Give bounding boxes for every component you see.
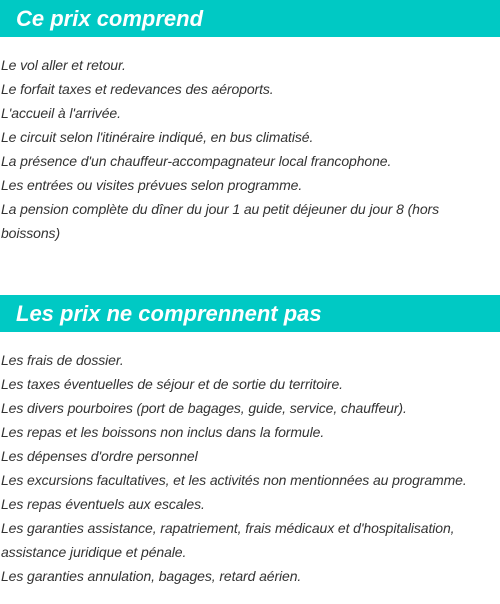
included-items-list: [0, 53, 500, 245]
section-header-excluded: Les prix ne comprennent pas: [0, 295, 500, 332]
excluded-items-list: [0, 348, 500, 588]
list-item: Les dépenses d'ordre personnel: [1, 448, 198, 464]
list-item: Les divers pourboires (port de bagages, guide, service, chauffeur).: [1, 400, 407, 416]
list-item: Les frais de dossier.: [1, 352, 124, 368]
list-item: Les excursions facultatives, et les activités non mentionnées au programme.: [1, 472, 467, 488]
list-item: Les garanties assistance, rapatriement, frais médicaux et d'hospitalisation, assistance juridique et pénale.: [1, 520, 455, 560]
list-item: La présence d'un chauffeur-accompagnateur local francophone.: [1, 153, 392, 169]
list-item: Les entrées ou visites prévues selon programme.: [1, 177, 303, 193]
list-item: Le forfait taxes et redevances des aéroports.: [1, 81, 274, 97]
list-item: L'accueil à l'arrivée.: [1, 105, 121, 121]
list-item: Le circuit selon l'itinéraire indiqué, en bus climatisé.: [1, 129, 314, 145]
list-item: Le vol aller et retour.: [1, 57, 126, 73]
list-item: Les repas éventuels aux escales.: [1, 496, 205, 512]
list-item: Les taxes éventuelles de séjour et de sortie du territoire.: [1, 376, 343, 392]
list-item: Les repas et les boissons non inclus dans la formule.: [1, 424, 325, 440]
list-item: Les garanties annulation, bagages, retard aérien.: [1, 568, 302, 584]
list-item: La pension complète du dîner du jour 1 au petit déjeuner du jour 8 (hors boissons): [1, 201, 439, 241]
section-header-included: Ce prix comprend: [0, 0, 500, 37]
